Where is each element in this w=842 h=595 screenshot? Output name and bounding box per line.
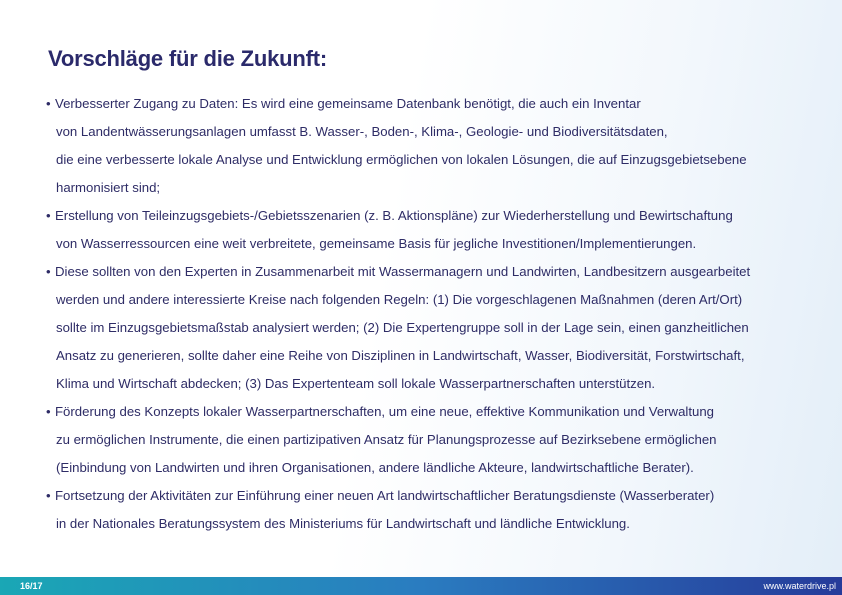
bullet-line	[46, 146, 826, 174]
bullet-text: Förderung des Konzepts lokaler Wasserpartnerschaften, um eine neue, effektive Kommunikation und Verwaltung	[55, 404, 715, 419]
bullet-text: werden und andere interessierte Kreise nach folgenden Regeln: (1) Die vorgeschlagenen Maßnahmen (deren Art/Ort)	[56, 292, 743, 307]
bullet-line	[46, 342, 826, 370]
bullet-line	[46, 314, 826, 342]
website-link[interactable]: www.waterdrive.pl	[763, 581, 836, 591]
bullet-text: Klima und Wirtschaft abdecken; (3) Das Expertenteam soll lokale Wasserpartnerschaften unterstützen.	[56, 376, 656, 391]
bullet-marker: •	[46, 208, 51, 223]
bullet-marker: •	[46, 96, 51, 111]
bullet-text: in der Nationales Beratungssystem des Ministeriums für Landwirtschaft und ländliche Entwicklung.	[56, 516, 630, 531]
bullet-item	[46, 482, 826, 538]
bullet-text: die eine verbesserte lokale Analyse und Entwicklung ermöglichen von lokalen Lösungen, die auf Einzugsgebietsebene	[56, 152, 747, 167]
bullet-marker: •	[46, 264, 51, 279]
bullet-marker: •	[46, 404, 51, 419]
bullet-item	[46, 202, 826, 258]
footer-bar	[0, 577, 842, 595]
bullet-line	[46, 286, 826, 314]
bullet-line	[46, 482, 826, 510]
bullet-list	[46, 90, 826, 538]
bullet-line	[46, 258, 826, 286]
bullet-text: Erstellung von Teileinzugsgebiets-/Gebietsszenarien (z. B. Aktionspläne) zur Wiederherstellung und Bewirtschaftung	[55, 208, 733, 223]
bullet-line	[46, 230, 826, 258]
bullet-line	[46, 90, 826, 118]
bullet-text: von Wasserressourcen eine weit verbreitete, gemeinsame Basis für jegliche Investitionen/Implementierungen.	[56, 236, 697, 251]
bullet-line	[46, 118, 826, 146]
bullet-text: von Landentwässerungsanlagen umfasst B. Wasser-, Boden-, Klima-, Geologie- und Biodiversitätsdaten,	[56, 124, 668, 139]
bullet-line	[46, 426, 826, 454]
bullet-text: Ansatz zu generieren, sollte daher eine Reihe von Disziplinen in Landwirtschaft, Wasser, Biodiversität, Forstwirtschaft,	[56, 348, 745, 363]
bullet-text: harmonisiert sind;	[56, 180, 161, 195]
bullet-marker: •	[46, 488, 51, 503]
bullet-text: sollte im Einzugsgebietsmaßstab analysiert werden; (2) Die Expertengruppe soll in der Lage sein, einen ganzheitlichen	[56, 320, 749, 335]
bullet-line	[46, 202, 826, 230]
page-number: 16/17	[20, 581, 43, 591]
slide-title: Vorschläge für die Zukunft:	[48, 46, 327, 71]
bullet-line	[46, 398, 826, 426]
bullet-item	[46, 398, 826, 482]
bullet-line	[46, 370, 826, 398]
bullet-line	[46, 174, 826, 202]
bullet-text: zu ermöglichen Instrumente, die einen partizipativen Ansatz für Planungsprozesse auf Bezirksebene ermöglichen	[56, 432, 717, 447]
bullet-text: Fortsetzung der Aktivitäten zur Einführung einer neuen Art landwirtschaftlicher Beratungsdienste (Wasserberater)	[55, 488, 715, 503]
bullet-line	[46, 454, 826, 482]
bullet-text: Diese sollten von den Experten in Zusammenarbeit mit Wassermanagern und Landwirten, Landbesitzern ausgearbeitet	[55, 264, 751, 279]
bullet-text: Verbesserter Zugang zu Daten: Es wird eine gemeinsame Datenbank benötigt, die auch ein Inventar	[55, 96, 641, 111]
bullet-item	[46, 258, 826, 398]
bullet-line	[46, 510, 826, 538]
bullet-text: (Einbindung von Landwirten und ihren Organisationen, andere ländliche Akteure, landwirtschaftliche Berater).	[56, 460, 694, 475]
bullet-item	[46, 90, 826, 202]
